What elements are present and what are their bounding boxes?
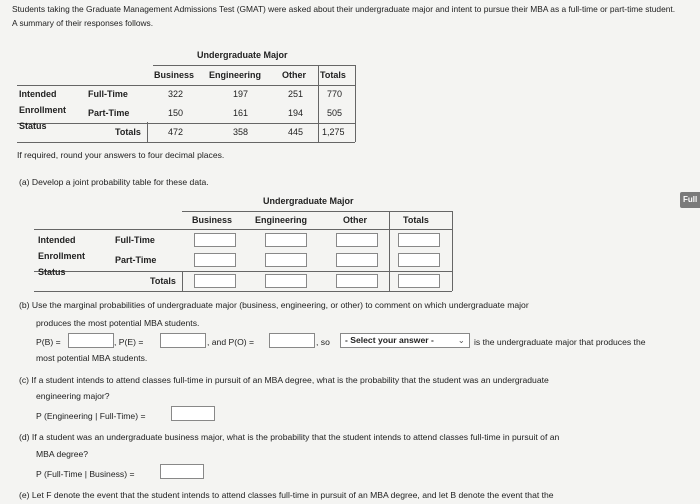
cell-ft-other: 251: [288, 89, 304, 99]
chevron-down-icon: ⌄: [457, 335, 465, 345]
cell-pt-business: 150: [168, 108, 184, 118]
cell-ft-totals: 770: [327, 89, 343, 99]
input-pt-totals[interactable]: [398, 253, 440, 267]
joint-row-group-1: Intended: [38, 235, 76, 245]
joint-major-header: Undergraduate Major: [263, 196, 354, 206]
after-select-text: is the undergraduate major that produces the: [474, 337, 646, 347]
col-engineering: Engineering: [209, 70, 262, 80]
input-pt-engineering[interactable]: [265, 253, 307, 267]
problem-intro: Students taking the Graduate Management Admissions Test (GMAT) were asked about their undergraduate major and intent to pursue their MBA as a full-time or part-time student. A summary of their responses follows.: [12, 4, 676, 28]
joint-row-group-2: Enrollment: [38, 251, 86, 261]
pb-label: P(B) =: [36, 337, 61, 347]
input-tot-other[interactable]: [336, 274, 378, 288]
joint-col-business: Business: [192, 215, 233, 225]
joint-col-other: Other: [343, 215, 368, 225]
part-b-question-2: produces the most potential MBA students.: [36, 318, 200, 328]
major-header: Undergraduate Major: [197, 50, 288, 60]
input-tot-business[interactable]: [194, 274, 236, 288]
cell-ft-engineering: 197: [233, 89, 249, 99]
po-input[interactable]: [269, 333, 315, 348]
input-ft-engineering[interactable]: [265, 233, 307, 247]
input-pt-other[interactable]: [336, 253, 378, 267]
input-pt-business[interactable]: [194, 253, 236, 267]
joint-probability-table: [34, 193, 452, 291]
input-ft-business[interactable]: [194, 233, 236, 247]
part-c-question-1: (c) If a student intends to attend classes full-time in pursuit of an MBA degree, what is the probability that the student was an undergraduate: [19, 375, 549, 385]
cell-ft-business: 322: [168, 89, 184, 99]
col-business: Business: [154, 70, 195, 80]
major-select-value: - Select your answer -: [345, 335, 434, 345]
part-d-question-2: MBA degree?: [36, 449, 89, 459]
joint-row-fulltime: Full-Time: [115, 235, 155, 245]
cell-pt-engineering: 161: [233, 108, 249, 118]
row-label-totals: Totals: [115, 127, 141, 137]
so-label: , so: [316, 337, 330, 347]
part-e-question-1: (e) Let F denote the event that the student intends to attend classes full-time in pursuit of an MBA degree, and let B denote the event that the: [19, 490, 554, 500]
input-tot-engineering[interactable]: [265, 274, 307, 288]
part-d-question-1: (d) If a student was an undergraduate business major, what is the probability that the student intends to attend classes full-time in pursuit of an: [19, 432, 560, 442]
po-label: , and P(O) =: [207, 337, 255, 347]
part-a-question: (a) Develop a joint probability table for these data.: [19, 177, 209, 187]
cell-pt-totals: 505: [327, 108, 343, 118]
part-b-question-1: (b) Use the marginal probabilities of undergraduate major (business, engineering, or other) to comment on which undergraduate major: [19, 300, 529, 310]
major-select[interactable]: [340, 333, 470, 348]
part-d-input[interactable]: [160, 464, 204, 479]
input-tot-totals[interactable]: [398, 274, 440, 288]
pb-input[interactable]: [68, 333, 114, 348]
joint-col-totals: Totals: [403, 215, 429, 225]
cell-tot-other: 445: [288, 127, 304, 137]
part-d-answer-label: P (Full-Time | Business) =: [36, 469, 135, 479]
joint-row-parttime: Part-Time: [115, 255, 157, 265]
part-c-answer-label: P (Engineering | Full-Time) =: [36, 411, 146, 421]
side-tab[interactable]: Full: [680, 192, 700, 208]
part-c-question-2: engineering major?: [36, 391, 110, 401]
row-group-label-2: Enrollment: [19, 105, 67, 115]
rounding-note: If required, round your answers to four decimal places.: [17, 150, 225, 160]
summary-table: [17, 50, 355, 142]
joint-row-group-3: Status: [38, 267, 66, 277]
col-other: Other: [282, 70, 307, 80]
col-totals: Totals: [320, 70, 346, 80]
pe-input[interactable]: [160, 333, 206, 348]
cell-tot-engineering: 358: [233, 127, 249, 137]
input-ft-totals[interactable]: [398, 233, 440, 247]
row-group-label-1: Intended: [19, 89, 57, 99]
row-label-parttime: Part-Time: [88, 108, 130, 118]
joint-col-engineering: Engineering: [255, 215, 308, 225]
pe-label: , P(E) =: [114, 337, 144, 347]
cell-tot-totals: 1,275: [322, 127, 345, 137]
joint-row-totals: Totals: [150, 276, 176, 286]
row-label-fulltime: Full-Time: [88, 89, 128, 99]
cell-tot-business: 472: [168, 127, 184, 137]
part-c-input[interactable]: [171, 406, 215, 421]
row-group-label-3: Status: [19, 121, 47, 131]
cell-pt-other: 194: [288, 108, 304, 118]
part-b-end: most potential MBA students.: [36, 353, 148, 363]
input-ft-other[interactable]: [336, 233, 378, 247]
